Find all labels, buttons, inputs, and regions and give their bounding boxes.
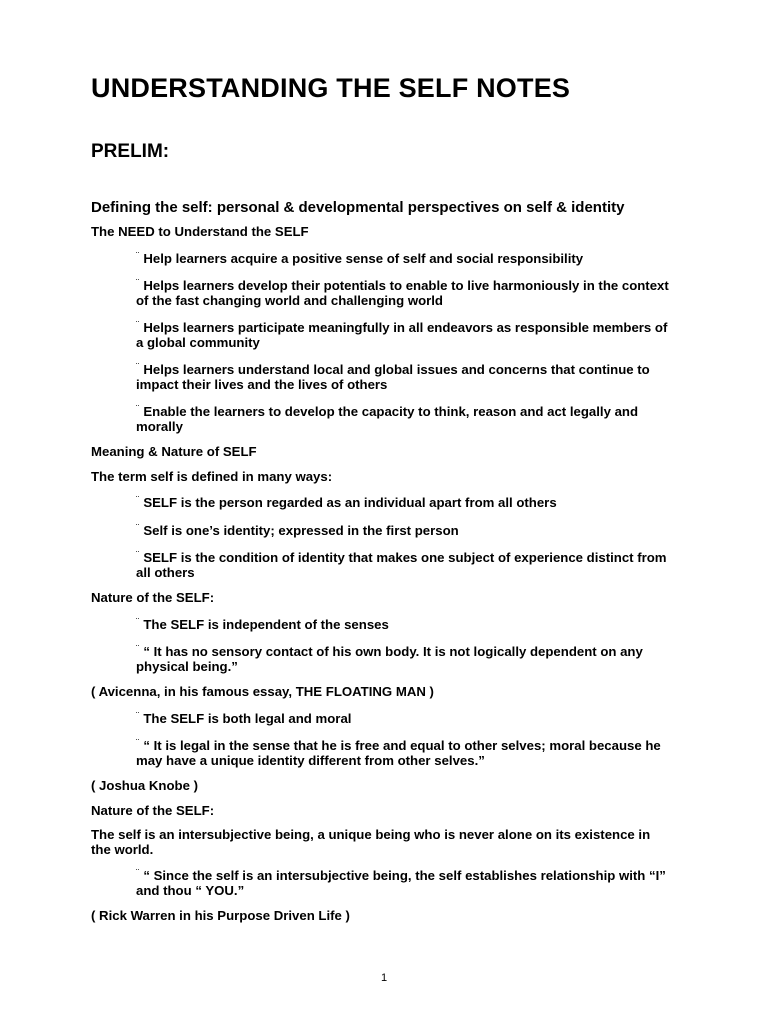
meaning-heading: Meaning & Nature of SELF bbox=[91, 444, 257, 459]
nature-heading: Nature of the SELF: bbox=[91, 802, 215, 818]
bullet-icon: ¨ bbox=[136, 250, 140, 262]
bullet-icon: ¨ bbox=[136, 644, 140, 655]
bullet-icon: ¨ bbox=[136, 738, 140, 749]
list-item: ¨ SELF is the condition of identity that makes one subject of experience distinct from all others bbox=[136, 550, 667, 580]
bullet-icon: ¨ bbox=[136, 868, 140, 879]
document-body bbox=[91, 200, 671, 934]
list-item: ¨ “ Since the self is an intersubjective being, the self establishes relationship with “I” and thou “ YOU.” bbox=[136, 868, 666, 898]
bullet-icon: ¨ bbox=[136, 495, 140, 506]
bullet-icon: ¨ bbox=[136, 616, 140, 628]
document-title: UNDERSTANDING THE SELF NOTES bbox=[91, 73, 571, 103]
list-item: ¨ “ It is legal in the sense that he is free and equal to other selves; moral because he may have a unique identity different from other selves.” bbox=[136, 738, 661, 768]
prelim-heading: PRELIM: bbox=[91, 141, 170, 162]
bullet-icon: ¨ bbox=[136, 404, 140, 415]
list-item: ¨ Helps learners participate meaningfully in all endeavors as responsible members of a global community bbox=[136, 320, 668, 350]
need-heading: The NEED to Understand the SELF bbox=[91, 224, 309, 239]
bullet-icon: ¨ bbox=[136, 550, 140, 561]
citation: ( Rick Warren in his Purpose Driven Life ) bbox=[91, 908, 350, 923]
bullet-icon: ¨ bbox=[136, 710, 140, 722]
citation: ( Avicenna, in his famous essay, THE FLOATING MAN ) bbox=[91, 684, 434, 699]
term-intro: The term self is defined in many ways: bbox=[91, 468, 333, 484]
list-item: ¨ The SELF is independent of the senses bbox=[136, 616, 389, 632]
bullet-icon: ¨ bbox=[136, 278, 140, 289]
list-item: ¨ Helps learners understand local and global issues and concerns that continue to impact their lives and the lives of others bbox=[136, 362, 650, 392]
list-item: ¨ Self is one’s identity; expressed in the first person bbox=[136, 522, 459, 538]
list-item: ¨ Helps learners develop their potentials to enable to live harmoniously in the context of the fast changing world and challenging world bbox=[136, 278, 669, 308]
list-item: ¨ The SELF is both legal and moral bbox=[136, 710, 352, 726]
section-heading: Defining the self: personal & developmental perspectives on self & identity bbox=[91, 199, 625, 216]
citation: ( Joshua Knobe ) bbox=[91, 778, 198, 793]
bullet-icon: ¨ bbox=[136, 362, 140, 373]
list-item: ¨ “ It has no sensory contact of his own body. It is not logically dependent on any physical being.” bbox=[136, 644, 643, 674]
nature-heading: Nature of the SELF: bbox=[91, 590, 215, 605]
list-item: ¨ SELF is the person regarded as an individual apart from all others bbox=[136, 495, 557, 510]
bullet-icon: ¨ bbox=[136, 522, 140, 534]
list-item: ¨ Enable the learners to develop the capacity to think, reason and act legally and morally bbox=[136, 404, 639, 434]
bullet-icon: ¨ bbox=[136, 320, 140, 331]
intersubjective-paragraph: The self is an intersubjective being, a unique being who is never alone on its existence in the world. bbox=[91, 827, 651, 857]
list-item: ¨ Help learners acquire a positive sense of self and social responsibility bbox=[136, 250, 584, 266]
page-number: 1 bbox=[380, 972, 388, 984]
